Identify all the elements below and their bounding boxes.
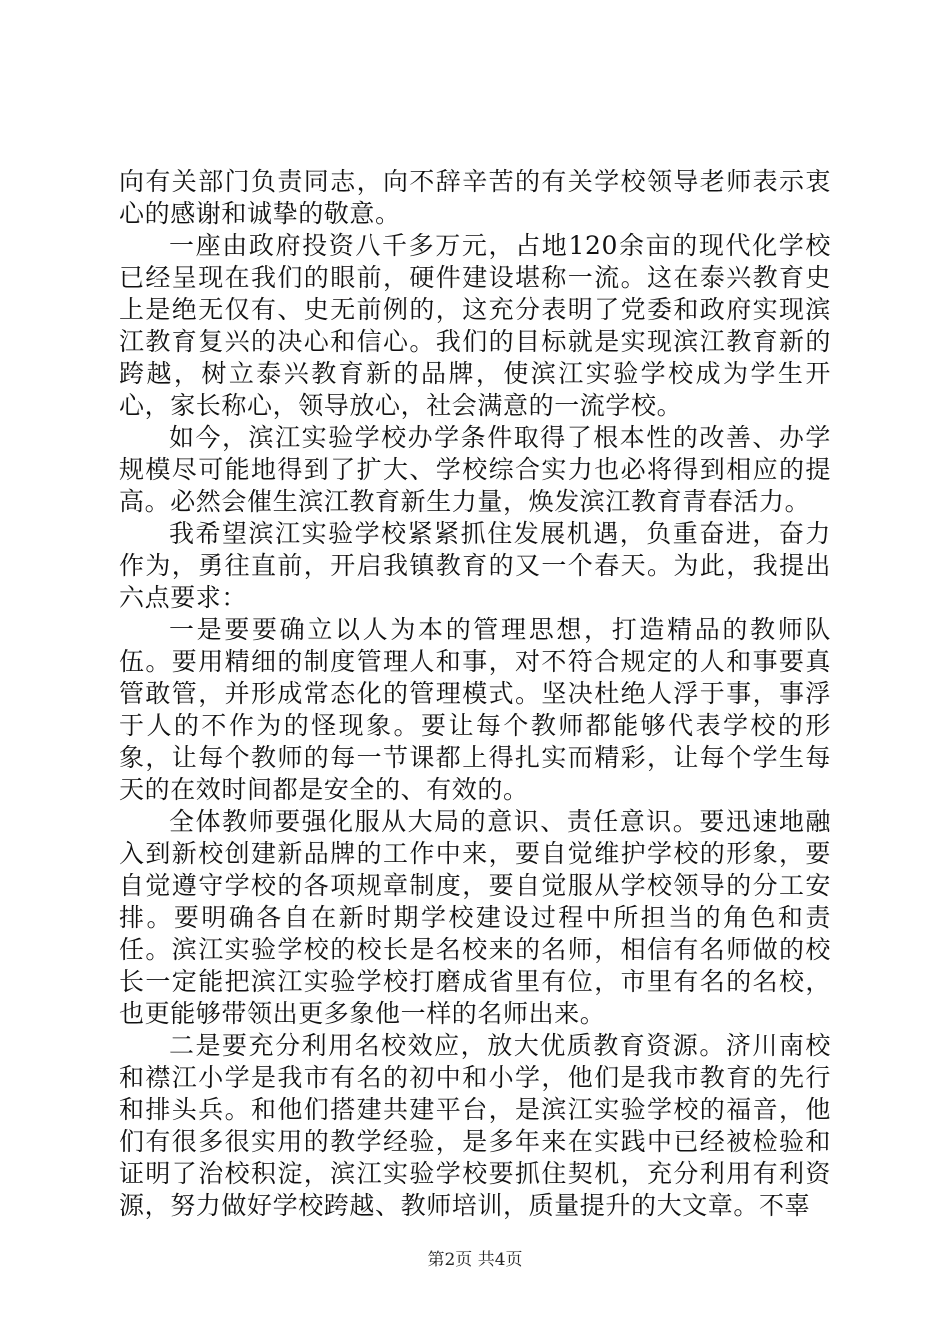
paragraph-2: 一座由政府投资八千多万元，占地120余亩的现代化学校已经呈现在我们的眼前，硬件建设堪称一流。这在泰兴教育史上是绝无仅有、史无前例的，这充分表明了党委和政府实现滨江教育复兴的决心和信心。我们的目标就是实现滨江教育新的跨越，树立泰兴教育新的品牌，使滨江实验学校成为学生开心，家长称心，领导放心，社会满意的一流学校。 <box>119 231 831 420</box>
page-footer: 第2页 共4页 <box>427 1250 523 1270</box>
paragraph-5: 一是要要确立以人为本的管理思想，打造精品的教师队伍。要用精细的制度管理人和事，对不符合规定的人和事要真管敢管，并形成常态化的管理模式。坚决杜绝人浮于事，事浮于人的不作为的怪现象。要让每个教师都能够代表学校的形象，让每个教师的每一节课都上得扎实而精彩，让每个学生每天的在效时间都是安全的、有效的。 <box>119 615 831 804</box>
document-body <box>119 166 831 1222</box>
paragraph-6: 全体教师要强化服从大局的意识、责任意识。要迅速地融入到新校创建新品牌的工作中来，要自觉维护学校的形象，要自觉遵守学校的各项规章制度，要自觉服从学校领导的分工安排。要明确各自在新时期学校建设过程中所担当的角色和责任。滨江实验学校的校长是名校来的名师，相信有名师做的校长一定能把滨江实验学校打磨成省里有位，市里有名的名校，也更能够带领出更多象他一样的名师出来。 <box>119 807 831 1028</box>
paragraph-1: 向有关部门负责同志，向不辞辛苦的有关学校领导老师表示衷心的感谢和诚挚的敬意。 <box>119 167 831 228</box>
paragraph-7: 二是要充分利用名校效应，放大优质教育资源。济川南校和襟江小学是我市有名的初中和小学，他们是我市教育的先行和排头兵。和他们搭建共建平台，是滨江实验学校的福音，他们有很多很实用的教学经验，是多年来在实践中已经被检验和证明了治校积淀，滨江实验学校要抓住契机，充分利用有利资源，努力做好学校跨越、教师培训，质量提升的大文章。不辜 <box>119 1031 831 1220</box>
paragraph-4: 我希望滨江实验学校紧紧抓住发展机遇，负重奋进，奋力作为，勇往直前，开启我镇教育的又一个春天。为此，我提出六点要求： <box>119 519 831 612</box>
paragraph-3: 如今，滨江实验学校办学条件取得了根本性的改善、办学规模尽可能地得到了扩大、学校综合实力也必将得到相应的提高。必然会催生滨江教育新生力量，焕发滨江教育青春活力。 <box>119 423 831 516</box>
